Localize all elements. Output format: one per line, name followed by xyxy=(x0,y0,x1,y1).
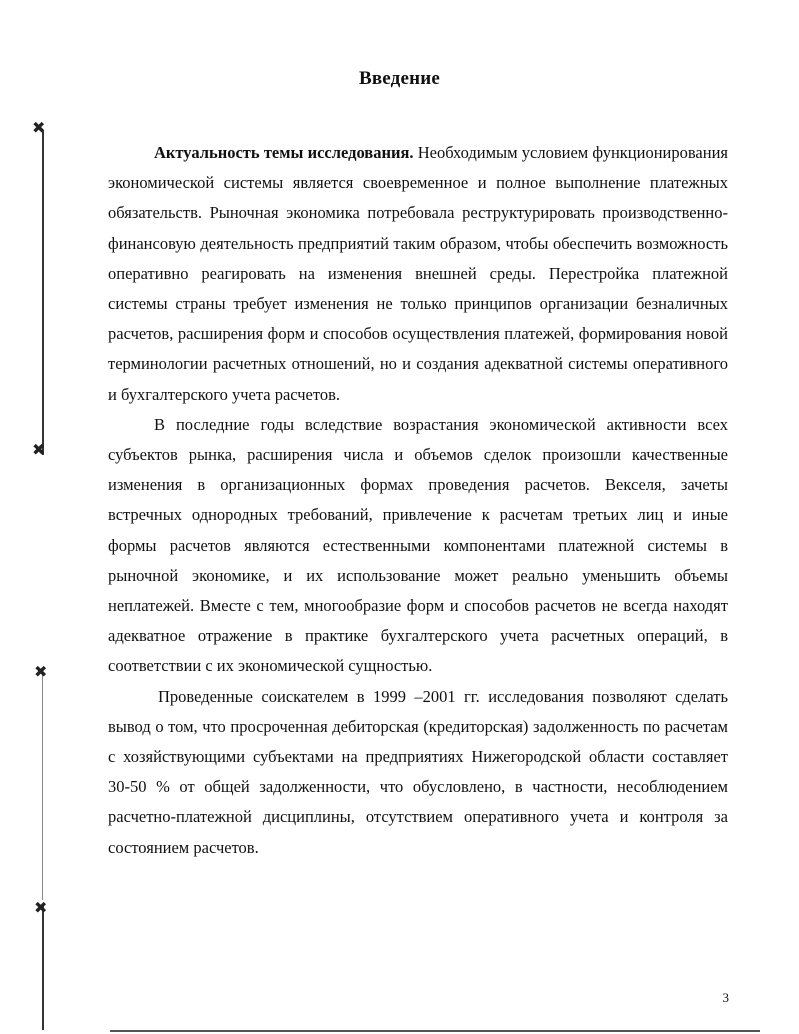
binding-marker-icon: ✖ xyxy=(34,662,48,681)
binding-marker-icon: ✖ xyxy=(32,440,46,459)
body-text xyxy=(108,138,728,863)
binding-marker-icon: ✖ xyxy=(34,898,48,917)
relevance-heading: Актуальность темы исследования. xyxy=(154,143,414,162)
paragraph-recent-years: В последние годы вследствие возрастания экономической активности всех субъектов рынка, расширения числа и объемов сделок произошли качественные изменения в организационных формах проведения расчетов. Векселя, зачеты встречных однородных требований, привлечение к расчетам третьих лиц и иные формы расчетов являются естественными компонентами платежной системы в рыночной экономике, и их использование может реально уменьшить объемы неплатежей. Вместе с тем, многообразие форм и способов расчетов не всегда находят адекватное отражение в практике бухгалтерского учета расчетных операций, в соответствии с их экономической сущностью. xyxy=(108,414,728,676)
binding-marker-icon: ✖ xyxy=(32,118,46,137)
page-title: Введение xyxy=(358,68,441,89)
binding-margin-line xyxy=(42,130,44,455)
scan-bottom-edge xyxy=(110,1030,760,1032)
paragraph-research: Проведенные соискателем в 1999 –2001 гг. исследования позволяют сделать вывод о том, что просроченная дебиторская (кредиторская) задолженность по расчетам с хозяйствующими субъектами на предприятиях Нижегородской области составляет 30-50 % от общей задолженности, что обусловлено, в частности, несоблюдением расчетно-платежной дисциплины, отсутствием оперативного учета и контроля за состоянием расчетов. xyxy=(108,686,728,857)
binding-margin-line xyxy=(42,670,43,900)
relevance-text: Необходимым условием функционирования экономической системы является своевременное и полное выполнение платежных обязательств. Рыночная экономика потребовала реструктурировать производственно-финансовую деятельность предприятий таким образом, чтобы обеспечить возможность оперативно реагировать на изменения внешней среды. Перестройка платежной системы страны требует изменения не только принципов организации безналичных расчетов, расширения форм и способов осуществления платежей, формирования новой терминологии расчетных отношений, но и создания адекватной системы оперативного и бухгалтерского учета расчетов. xyxy=(108,143,729,404)
page-number: 3 xyxy=(722,990,729,1005)
paragraph-relevance xyxy=(108,138,728,410)
binding-margin-line xyxy=(42,905,44,1030)
